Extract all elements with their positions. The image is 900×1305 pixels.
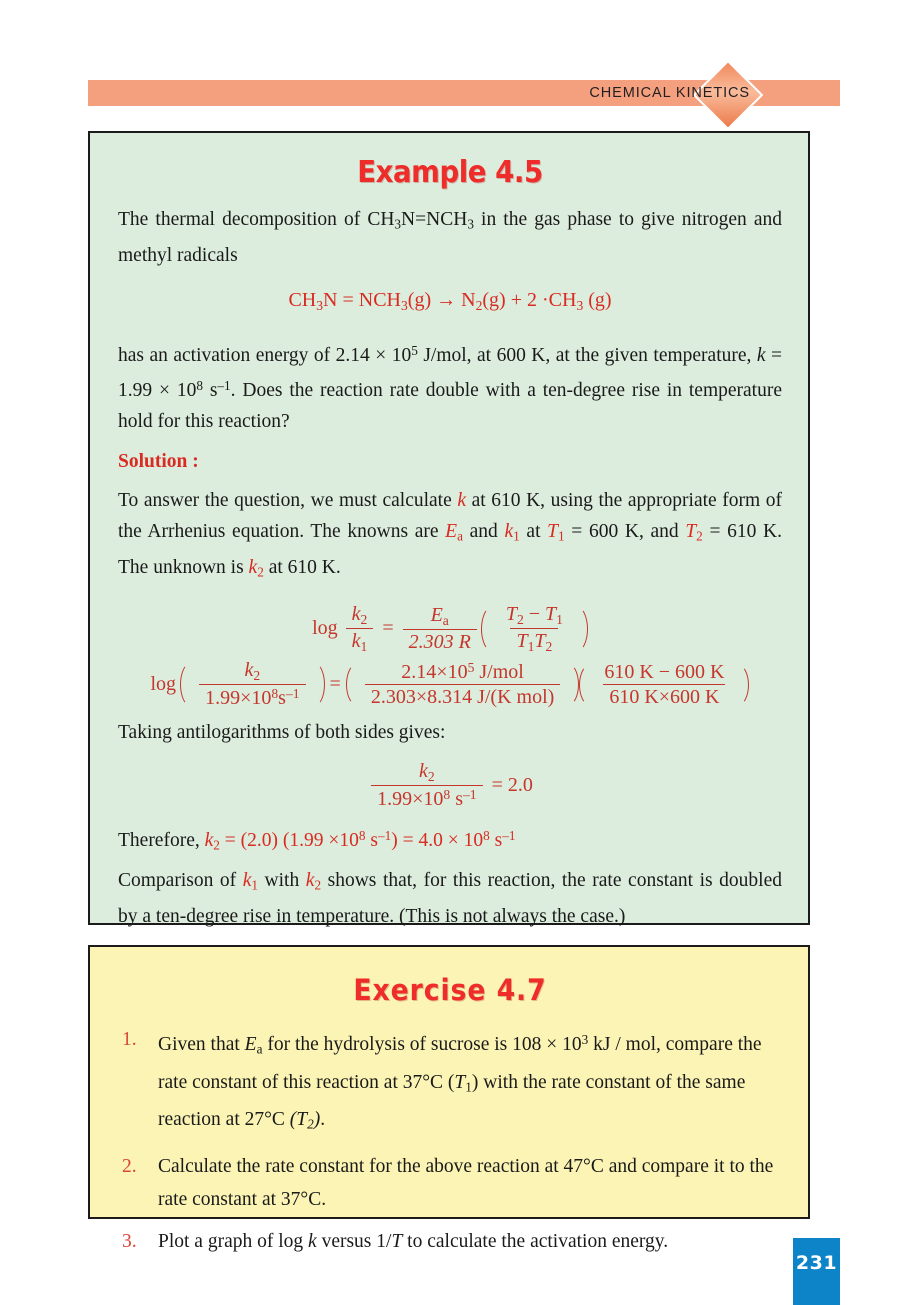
therefore-a: Therefore, <box>118 830 205 852</box>
eq3-equals: = <box>491 774 503 797</box>
eq1-T1: T <box>545 602 557 625</box>
example-title: Example 4.5 <box>357 155 543 190</box>
example-box <box>88 131 810 925</box>
given-d: s <box>202 380 218 402</box>
page-number-badge <box>793 1238 840 1305</box>
reaction-lhs-a: CH <box>288 288 317 311</box>
eq1-Ea-sub: a <box>442 612 449 628</box>
solution-paragraph <box>118 485 782 587</box>
exercise-item-2 <box>118 1150 782 1216</box>
sol-c: and <box>462 521 505 543</box>
therefore-c: s <box>365 830 378 852</box>
chapter-title: CHEMICAL KINETICS <box>589 85 750 101</box>
comp-a: Comparison of <box>118 869 243 891</box>
therefore-d: ) = 4.0 × 10 <box>391 830 484 852</box>
intro-text-c: in the gas phase to give nitrogen and methyl radicals <box>118 209 782 266</box>
ex1-e: . <box>320 1109 326 1131</box>
eq1-T1-sub: 1 <box>556 611 563 627</box>
given-sup-a: 5 <box>411 342 418 358</box>
therefore-sup1: 8 <box>358 828 366 844</box>
eq2-R-term: 2.303×8.314 J/(K mol) <box>365 684 561 708</box>
exercise-box-content <box>90 947 808 1277</box>
exercise-list <box>118 1023 782 1258</box>
eq2-num-k: k <box>244 658 254 681</box>
eq3-den-coeff: 1.99×10 <box>377 788 444 811</box>
solution-label: Solution : <box>118 451 199 473</box>
given-b: J/mol, at 600 K, at the given temperature, <box>417 344 757 366</box>
eq1-equals: = <box>382 617 394 640</box>
comp-c: shows that, for this reaction, the rate constant is doubled by a ten-degree rise in temperature. (This is not always the case.) <box>118 869 782 927</box>
sol-k1-symbol: k <box>504 521 514 543</box>
ex3-T: T <box>391 1231 403 1253</box>
eq2-den-unit-exp: –1 <box>285 686 300 701</box>
eq3-num-k: k <box>419 760 428 783</box>
ex3-c: to calculate the activation energy. <box>402 1231 669 1253</box>
comp-b: with <box>257 869 306 891</box>
ex1-Ea-sub: a <box>256 1041 263 1057</box>
ex3-b: versus 1/ <box>316 1231 392 1253</box>
reaction-prod2-b: (g) <box>583 288 612 311</box>
exercise-item-2-number: 2. <box>122 1156 137 1178</box>
sol-b: at 610 K, using the appropriate form of the Arrhenius equation. The knowns are <box>118 490 783 543</box>
ex1-c: kJ / mol, compare the rate constant of this reaction at 37°C ( <box>158 1033 762 1093</box>
example-box-content <box>90 133 808 956</box>
sol-g: at 610 K. <box>263 557 341 579</box>
eq1-num-k-sub: 2 <box>360 611 368 627</box>
reaction-lhs-sub: 3 <box>316 297 324 313</box>
sol-T1-symbol: T <box>547 521 559 543</box>
ex1-b: for the hydrolysis of sucrose is 108 × 10 <box>262 1033 582 1055</box>
comp-k2: k <box>305 869 315 891</box>
eq2-Ea-coeff: 2.14×10 <box>401 661 468 684</box>
eq2-Ea-unit: J/mol <box>474 661 524 684</box>
exercise-item-1: 1. Given that $E_a$ for the hydrolysis of sucrose is $108 \times 10^3$ kJ / mol, compare the rate constant of this reaction at 37°C $(T_1)$ with the rate constant of the same reaction at 27°C $(T_2)$. <box>118 1023 782 1141</box>
eq2-num-k-sub: 2 <box>253 667 261 683</box>
reaction-prod2-sub: 3 <box>576 297 584 313</box>
ex1-Ea: E <box>244 1033 257 1055</box>
eq2-den-unit: s <box>278 687 286 710</box>
sol-f: = 610 K. The unknown is <box>118 521 782 579</box>
eq1-den-T1: T <box>516 629 528 652</box>
eq2-Ea-exp: 5 <box>467 659 475 675</box>
given-c: = 1.99 × 10 <box>118 344 783 402</box>
intro-text-b: N=NCH <box>401 209 468 230</box>
eq2-temp-den: 610 K×600 K <box>603 684 725 708</box>
eq1-log: log <box>312 617 338 640</box>
intro-sub-1: 3 <box>394 216 402 232</box>
comparison-paragraph <box>118 865 782 932</box>
therefore-sup4: –1 <box>502 828 516 844</box>
comp-k2-sub: 2 <box>314 877 322 893</box>
sol-k-symbol: k <box>457 490 467 512</box>
eq1-minus: − <box>528 602 541 625</box>
reaction-equation <box>118 285 782 321</box>
exercise-item-1-number: 1. <box>122 1029 137 1050</box>
therefore-sup3: 8 <box>483 828 490 844</box>
therefore-k2-sub: 2 <box>213 837 220 853</box>
eq2-den-exp: 8 <box>271 686 279 701</box>
eq1-T2-sub: 2 <box>516 611 524 627</box>
ex3-a: Plot a graph of log <box>158 1231 309 1253</box>
given-sup-b: 8 <box>196 378 203 394</box>
given-k-symbol: k <box>756 344 766 366</box>
exercise-title: Exercise 4.7 <box>353 973 547 1007</box>
eq2-paren2-left <box>346 661 359 708</box>
sol-T1-sub: 1 <box>558 529 565 545</box>
reaction-rhs-sub: 3 <box>401 297 408 313</box>
eq3-den-unit: s <box>450 788 463 811</box>
exercise-item-3-number: 3. <box>122 1231 137 1253</box>
eq1-paren-left <box>481 604 494 654</box>
antilog-text: Taking antilogarithms of both sides gives: <box>118 722 446 744</box>
eq2-temp-num: 610 K − 600 K <box>604 660 725 683</box>
ex1-sup: 3 <box>581 1032 589 1047</box>
comp-k1-sub: 1 <box>251 877 258 893</box>
sol-k2-sub: 2 <box>257 564 264 580</box>
reaction-plus: + <box>510 288 522 311</box>
equation-arrhenius-general <box>118 604 782 654</box>
ex1-T1: T <box>454 1071 466 1093</box>
ex1-T2: T <box>296 1109 308 1131</box>
eq1-den-k: k <box>351 629 361 652</box>
ex1-T1-sub: 1 <box>465 1079 472 1095</box>
example-given-paragraph <box>118 335 782 438</box>
eq3-num-k-sub: 2 <box>427 768 435 784</box>
eq3-den-exp: 8 <box>443 787 451 803</box>
eq2-paren2-right <box>566 661 579 708</box>
sol-k1-sub: 1 <box>513 529 520 545</box>
eq3-den-unit-exp: –1 <box>463 787 477 803</box>
sol-e: = 600 K, and <box>564 521 686 543</box>
equation-antilog-result <box>118 756 782 810</box>
eq2-paren3-left <box>579 662 592 708</box>
eq1-T2: T <box>505 602 517 625</box>
therefore-sup2: –1 <box>377 828 392 844</box>
sol-a: To answer the question, we must calculate <box>118 490 458 512</box>
reaction-prod2-a: 2 ·CH <box>526 288 577 311</box>
eq1-Ea: E <box>430 603 443 626</box>
sol-k2-symbol: k <box>248 557 258 579</box>
sol-T2-sub: 2 <box>696 529 703 545</box>
eq3-value: 2.0 <box>507 774 533 797</box>
eq2-den-coeff: 1.99×10 <box>205 687 272 710</box>
ex1-a: Given that <box>158 1033 245 1055</box>
eq1-num-k: k <box>351 602 361 625</box>
intro-text-a: The thermal decomposition of CH <box>118 209 395 230</box>
example-intro-paragraph <box>118 204 782 271</box>
eq1-den-T1-sub: 1 <box>527 638 535 654</box>
intro-sub-2: 3 <box>467 216 474 232</box>
ex3-k: k <box>308 1231 317 1253</box>
ex1-T2-sub: 2 <box>307 1117 314 1133</box>
exercise-box <box>88 945 810 1253</box>
eq2-paren1-right <box>312 660 325 709</box>
eq1-denominator-R: 2.303 R <box>403 629 477 653</box>
eq1-paren-right <box>575 604 588 654</box>
eq1-den-T2-sub: 2 <box>545 638 553 654</box>
reaction-prod1-a: N <box>461 288 476 311</box>
equation-arrhenius-substituted <box>118 660 782 709</box>
reaction-rhs-a: NCH <box>358 288 401 311</box>
therefore-k2: k <box>204 830 214 852</box>
ex1-d: ) with the rate constant of the same reaction at 27°C <box>158 1071 746 1131</box>
reaction-prod1-b: (g) <box>482 288 506 311</box>
comp-k1: k <box>242 869 252 891</box>
sol-Ea-sub: a <box>457 529 463 545</box>
eq2-equals: = <box>329 673 341 696</box>
sol-T2-symbol: T <box>685 521 697 543</box>
reaction-rhs-b: (g) <box>407 288 432 311</box>
page-number-value: 231 <box>795 1252 838 1274</box>
ex2-text: Calculate the rate constant for the above reaction at 47°C and compare it to the rate constant at 37°C. <box>158 1156 774 1211</box>
eq2-paren3-right <box>736 662 749 708</box>
eq2-log: log <box>150 673 177 696</box>
eq1-den-k-sub: 1 <box>360 638 368 654</box>
sol-d: at <box>519 521 548 543</box>
eq2-paren1-left <box>180 660 193 709</box>
reaction-arrow-icon: → <box>436 288 457 311</box>
given-a: has an activation energy of 2.14 × 10 <box>118 344 412 366</box>
given-sup-c: –1 <box>217 378 231 394</box>
eq1-den-T2: T <box>534 629 546 652</box>
reaction-prod1-sub: 2 <box>475 297 483 313</box>
reaction-lhs-b: N <box>323 288 338 311</box>
therefore-e: s <box>489 830 503 852</box>
given-e: . Does the reaction rate double with a ten-degree rise in temperature hold for this reaction? <box>118 380 782 433</box>
sol-Ea-symbol: E <box>445 521 458 543</box>
reaction-equals: = <box>337 288 359 311</box>
therefore-line <box>118 820 782 861</box>
exercise-item-3 <box>118 1225 782 1258</box>
therefore-b: = (2.0) (1.99 ×10 <box>219 830 359 852</box>
